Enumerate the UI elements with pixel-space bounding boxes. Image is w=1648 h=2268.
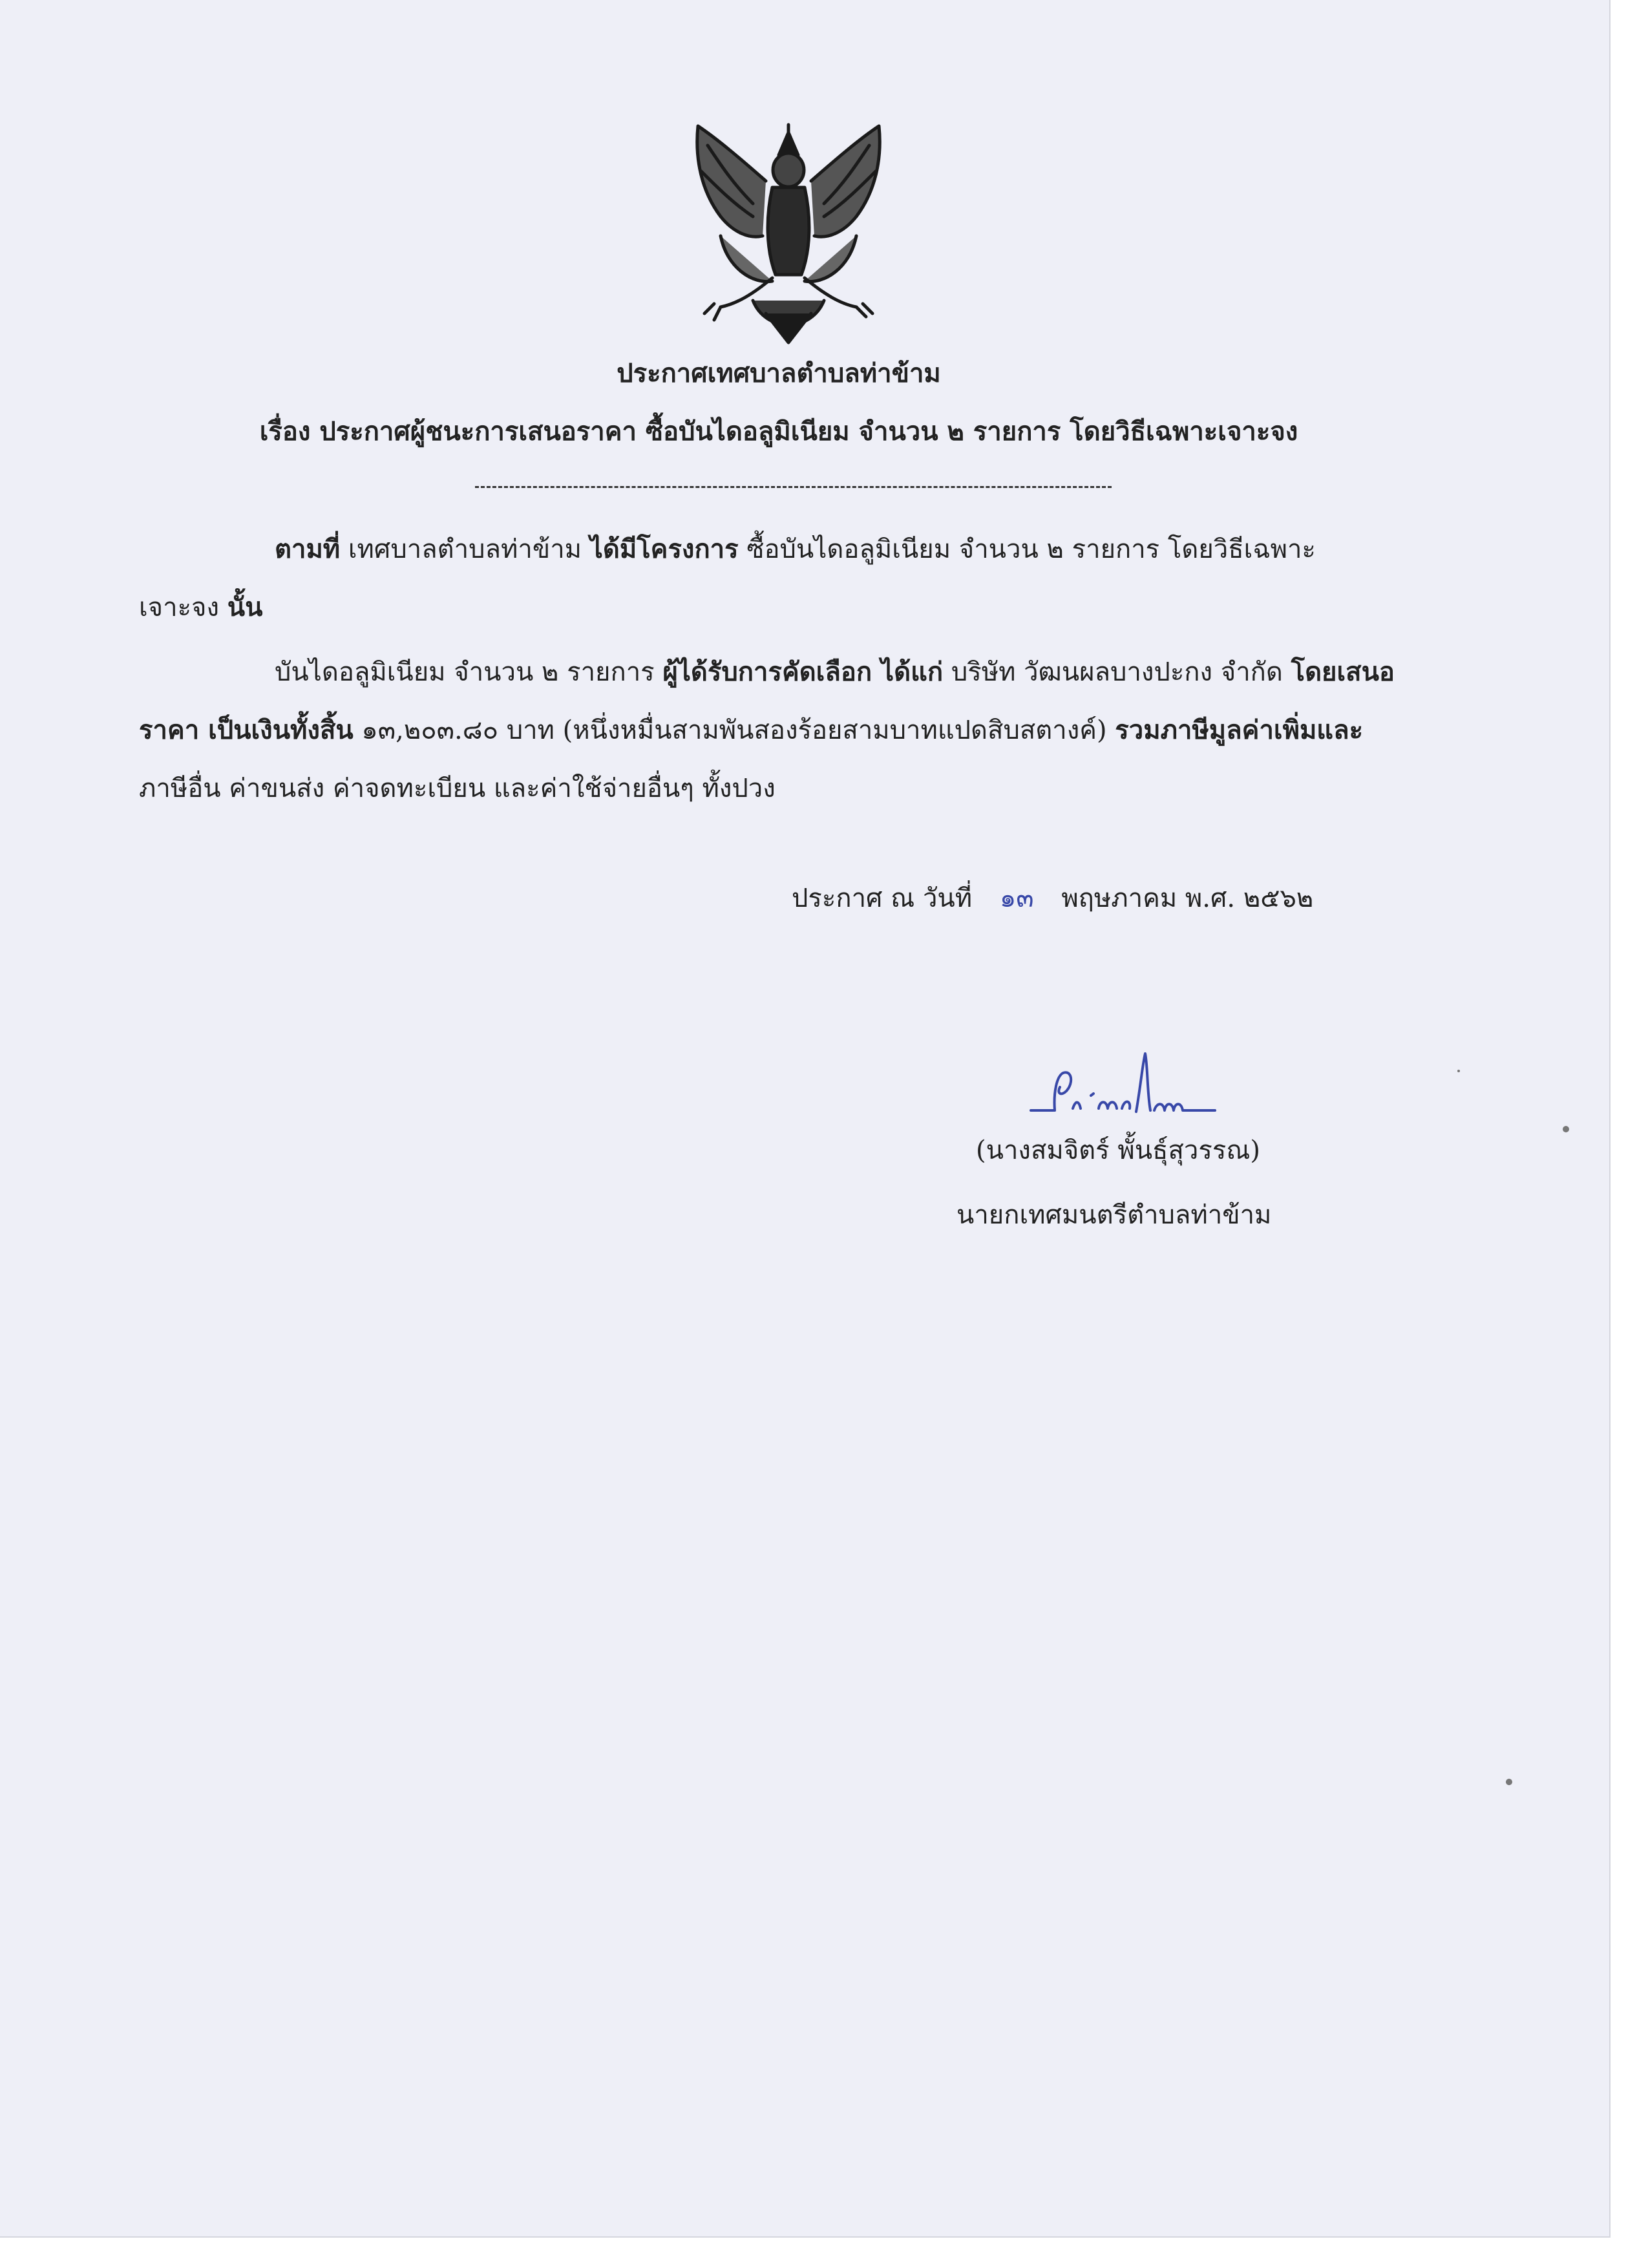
paragraph-1-line-2 xyxy=(139,578,262,637)
announcement-title: ประกาศเทศบาลตำบลท่าข้าม xyxy=(617,358,941,388)
text-run: รวมภาษีมูลค่าเพิ่มและ xyxy=(1115,715,1364,745)
text-run: ภาษีอื่น ค่าขนส่ง ค่าจดทะเบียน และค่าใช้จ่ายอื่นๆ ทั้งปวง xyxy=(139,774,776,803)
paragraph-1-line-1 xyxy=(275,520,1316,578)
scan-speck xyxy=(1563,1126,1569,1132)
paragraph-2-line-1 xyxy=(275,643,1395,701)
date-prefix: ประกาศ ณ วันที่ xyxy=(792,884,973,913)
text-run: ราคา เป็นเงินทั้งสิ้น xyxy=(139,715,354,745)
subject-label: เรื่อง xyxy=(259,416,311,447)
paragraph-2-line-3 xyxy=(139,759,776,818)
text-run: บริษัท วัฒนผลบางปะกง จำกัด xyxy=(943,657,1291,687)
subject-text: ประกาศผู้ชนะการเสนอราคา ซื้อบันไดอลูมิเนียม จำนวน ๒ รายการ โดยวิธีเฉพาะเจาะจง xyxy=(319,416,1298,447)
date-day: ๑๓ xyxy=(999,884,1034,913)
scan-speck xyxy=(1506,1779,1512,1785)
text-run: บันไดอลูมิเนียม จำนวน ๒ รายการ xyxy=(275,657,663,687)
paragraph-2-line-2 xyxy=(139,701,1363,759)
text-run: นั้น xyxy=(227,592,263,622)
text-run: เทศบาลตำบลท่าข้าม xyxy=(340,535,590,564)
garuda-emblem-icon xyxy=(682,120,895,349)
announcement-date xyxy=(792,869,1313,927)
signer-position: นายกเทศมนตรีตำบลท่าข้าม xyxy=(956,1200,1272,1230)
date-month-year: พฤษภาคม พ.ศ. ๒๕๖๒ xyxy=(1061,884,1314,913)
text-run: ผู้ได้รับการคัดเลือก ได้แก่ xyxy=(662,657,944,687)
signer-name: (นางสมจิตร์ พั้นธุ์สุวรรณ) xyxy=(976,1136,1261,1165)
text-run: ซื้อบันไดอลูมิเนียม จำนวน ๒ รายการ โดยวิธีเฉพาะ xyxy=(738,535,1316,564)
scan-speck xyxy=(1457,1070,1460,1072)
text-run: ๑๓,๒๐๓.๘๐ บาท (หนึ่งหมื่นสามพันสองร้อยสามบาทแปดสิบสตางค์) xyxy=(353,715,1115,745)
text-run: ได้มีโครงการ xyxy=(589,534,739,564)
text-run: เจาะจง xyxy=(139,593,227,622)
text-run: โดยเสนอ xyxy=(1291,657,1395,687)
handwritten-signature-icon xyxy=(1028,1047,1221,1125)
text-run: ตามที่ xyxy=(275,534,341,564)
announcement-subject xyxy=(0,410,1583,452)
divider-line xyxy=(475,486,1112,488)
